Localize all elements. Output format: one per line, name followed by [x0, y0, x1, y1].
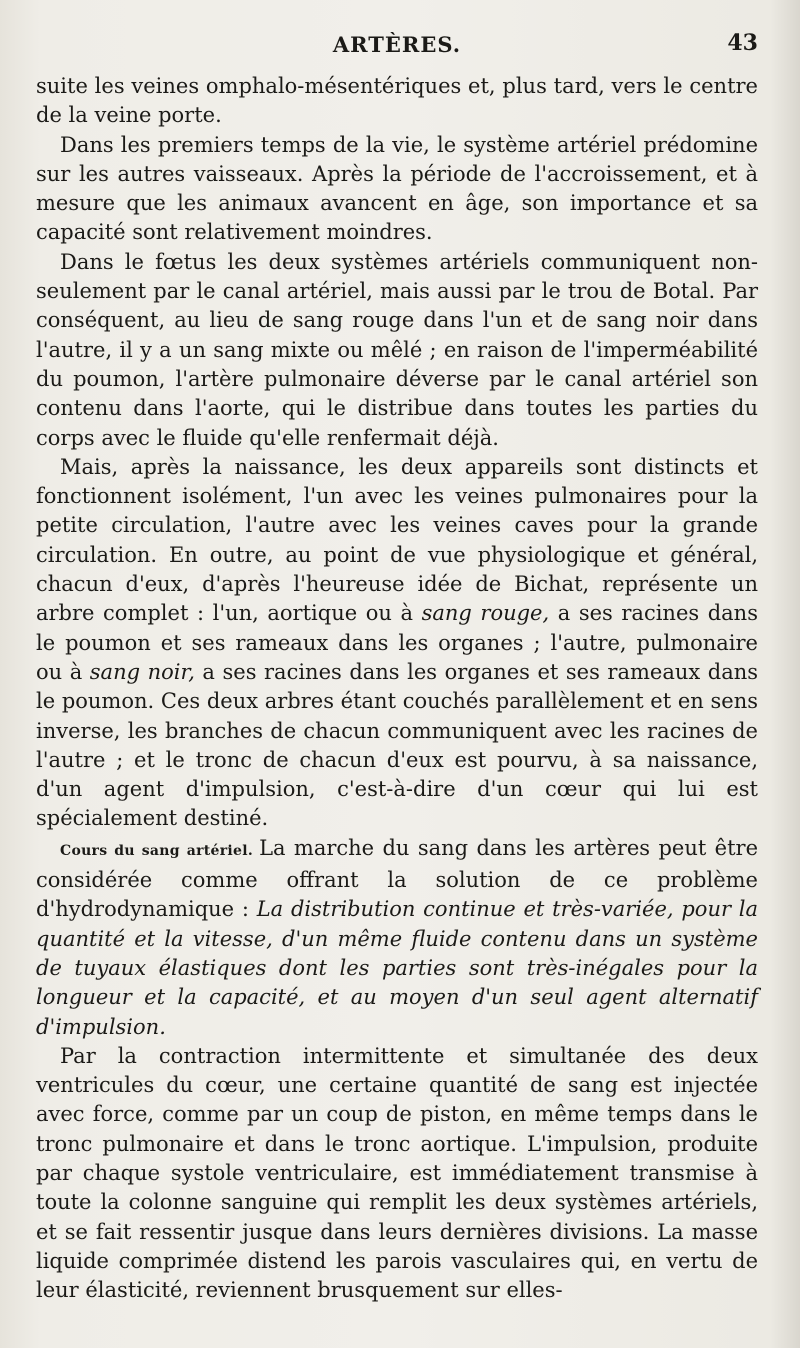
paragraph-1-text: suite les veines omphalo-mésentériques et, plus tard, vers le centre de la veine porte.	[36, 74, 758, 128]
paragraph-4-text-3: a ses racines dans les organes et ses rameaux dans le poumon. Ces deux arbres étant couchés parallèlement et en sens inverse, les branches de chacun communiquent avec les racines de l'autre ; et le tronc de chacun d'eux est pourvu, à sa naissance, d'un agent d'impulsion, c'est-à-dire d'un cœur qui lui est spécialement destiné.	[36, 659, 759, 831]
paragraph-4	[36, 453, 758, 834]
paragraph-4-italic-2: sang noir,	[89, 659, 195, 684]
paragraph-4-italic-1: sang rouge,	[421, 601, 550, 626]
paragraph-1	[36, 72, 758, 131]
page-number: 43	[727, 30, 758, 56]
paragraph-2	[36, 131, 758, 248]
section-sidehead: Cours du sang artériel.	[60, 842, 254, 859]
paragraph-5-text: La marche du sang dans les artères peut être considérée comme offrant la solution de ce problème d'hydrodynamique :	[36, 835, 758, 922]
paragraph-3-text: Dans le fœtus les deux systèmes artériels communiquent non-seulement par le canal artériel, mais aussi par le trou de Botal. Par conséquent, au lieu de sang rouge dans l'un et de sang noir dans l'autre, il y a un sang mixte ou mêlé ; en raison de l'imperméabilité du poumon, l'artère pulmonaire déverse par le canal artériel son contenu dans l'aorte, qui le distribue dans toutes les parties du corps avec le fluide qu'elle renfermait déjà.	[36, 249, 758, 450]
paragraph-5	[36, 834, 758, 1042]
paragraph-5-italic: La distribution continue et très-variée, pour la quantité et la vitesse, d'un même fluide contenu dans un système de tuyaux élastiques dont les parties sont très-inégales pour la longueur et la capacité, et au moyen d'un seul agent alternatif d'impulsion.	[36, 897, 759, 1039]
body-text	[36, 72, 758, 1305]
paragraph-4-text-2: a ses racines dans le poumon et ses rameaux dans les organes ; l'autre, pulmonaire ou à	[36, 601, 758, 684]
paragraph-6	[36, 1042, 758, 1306]
paragraph-4-text-1: Mais, après la naissance, les deux appareils sont distincts et fonctionnent isolément, l'un avec les veines pulmonaires pour la petite circulation, l'autre avec les veines caves pour la grande circulation. En outre, au point de vue physiologique et général, chacun d'eux, d'après l'heureuse idée de Bichat, représente un arbre complet : l'un, aortique ou à	[36, 454, 758, 626]
page-header	[36, 30, 758, 60]
paragraph-2-text: Dans les premiers temps de la vie, le système artériel prédomine sur les autres vaisseaux. Après la période de l'accroissement, et à mesure que les animaux avancent en âge, son importance et sa capacité sont relativement moindres.	[36, 132, 758, 245]
paragraph-3	[36, 248, 758, 453]
paragraph-6-text: Par la contraction intermittente et simultanée des deux ventricules du cœur, une certaine quantité de sang est injectée avec force, comme par un coup de piston, en même temps dans le tronc pulmonaire et dans le tronc aortique. L'impulsion, produite par chaque systole ventriculaire, est immédiatement transmise à toute la colonne sanguine qui remplit les deux systèmes artériels, et se fait ressentir jusque dans leurs dernières divisions. La masse liquide comprimée distend les parois vasculaires qui, en vertu de leur élasticité, reviennent brusquement sur elles-	[36, 1043, 758, 1303]
running-title: ARTÈRES.	[332, 32, 462, 57]
